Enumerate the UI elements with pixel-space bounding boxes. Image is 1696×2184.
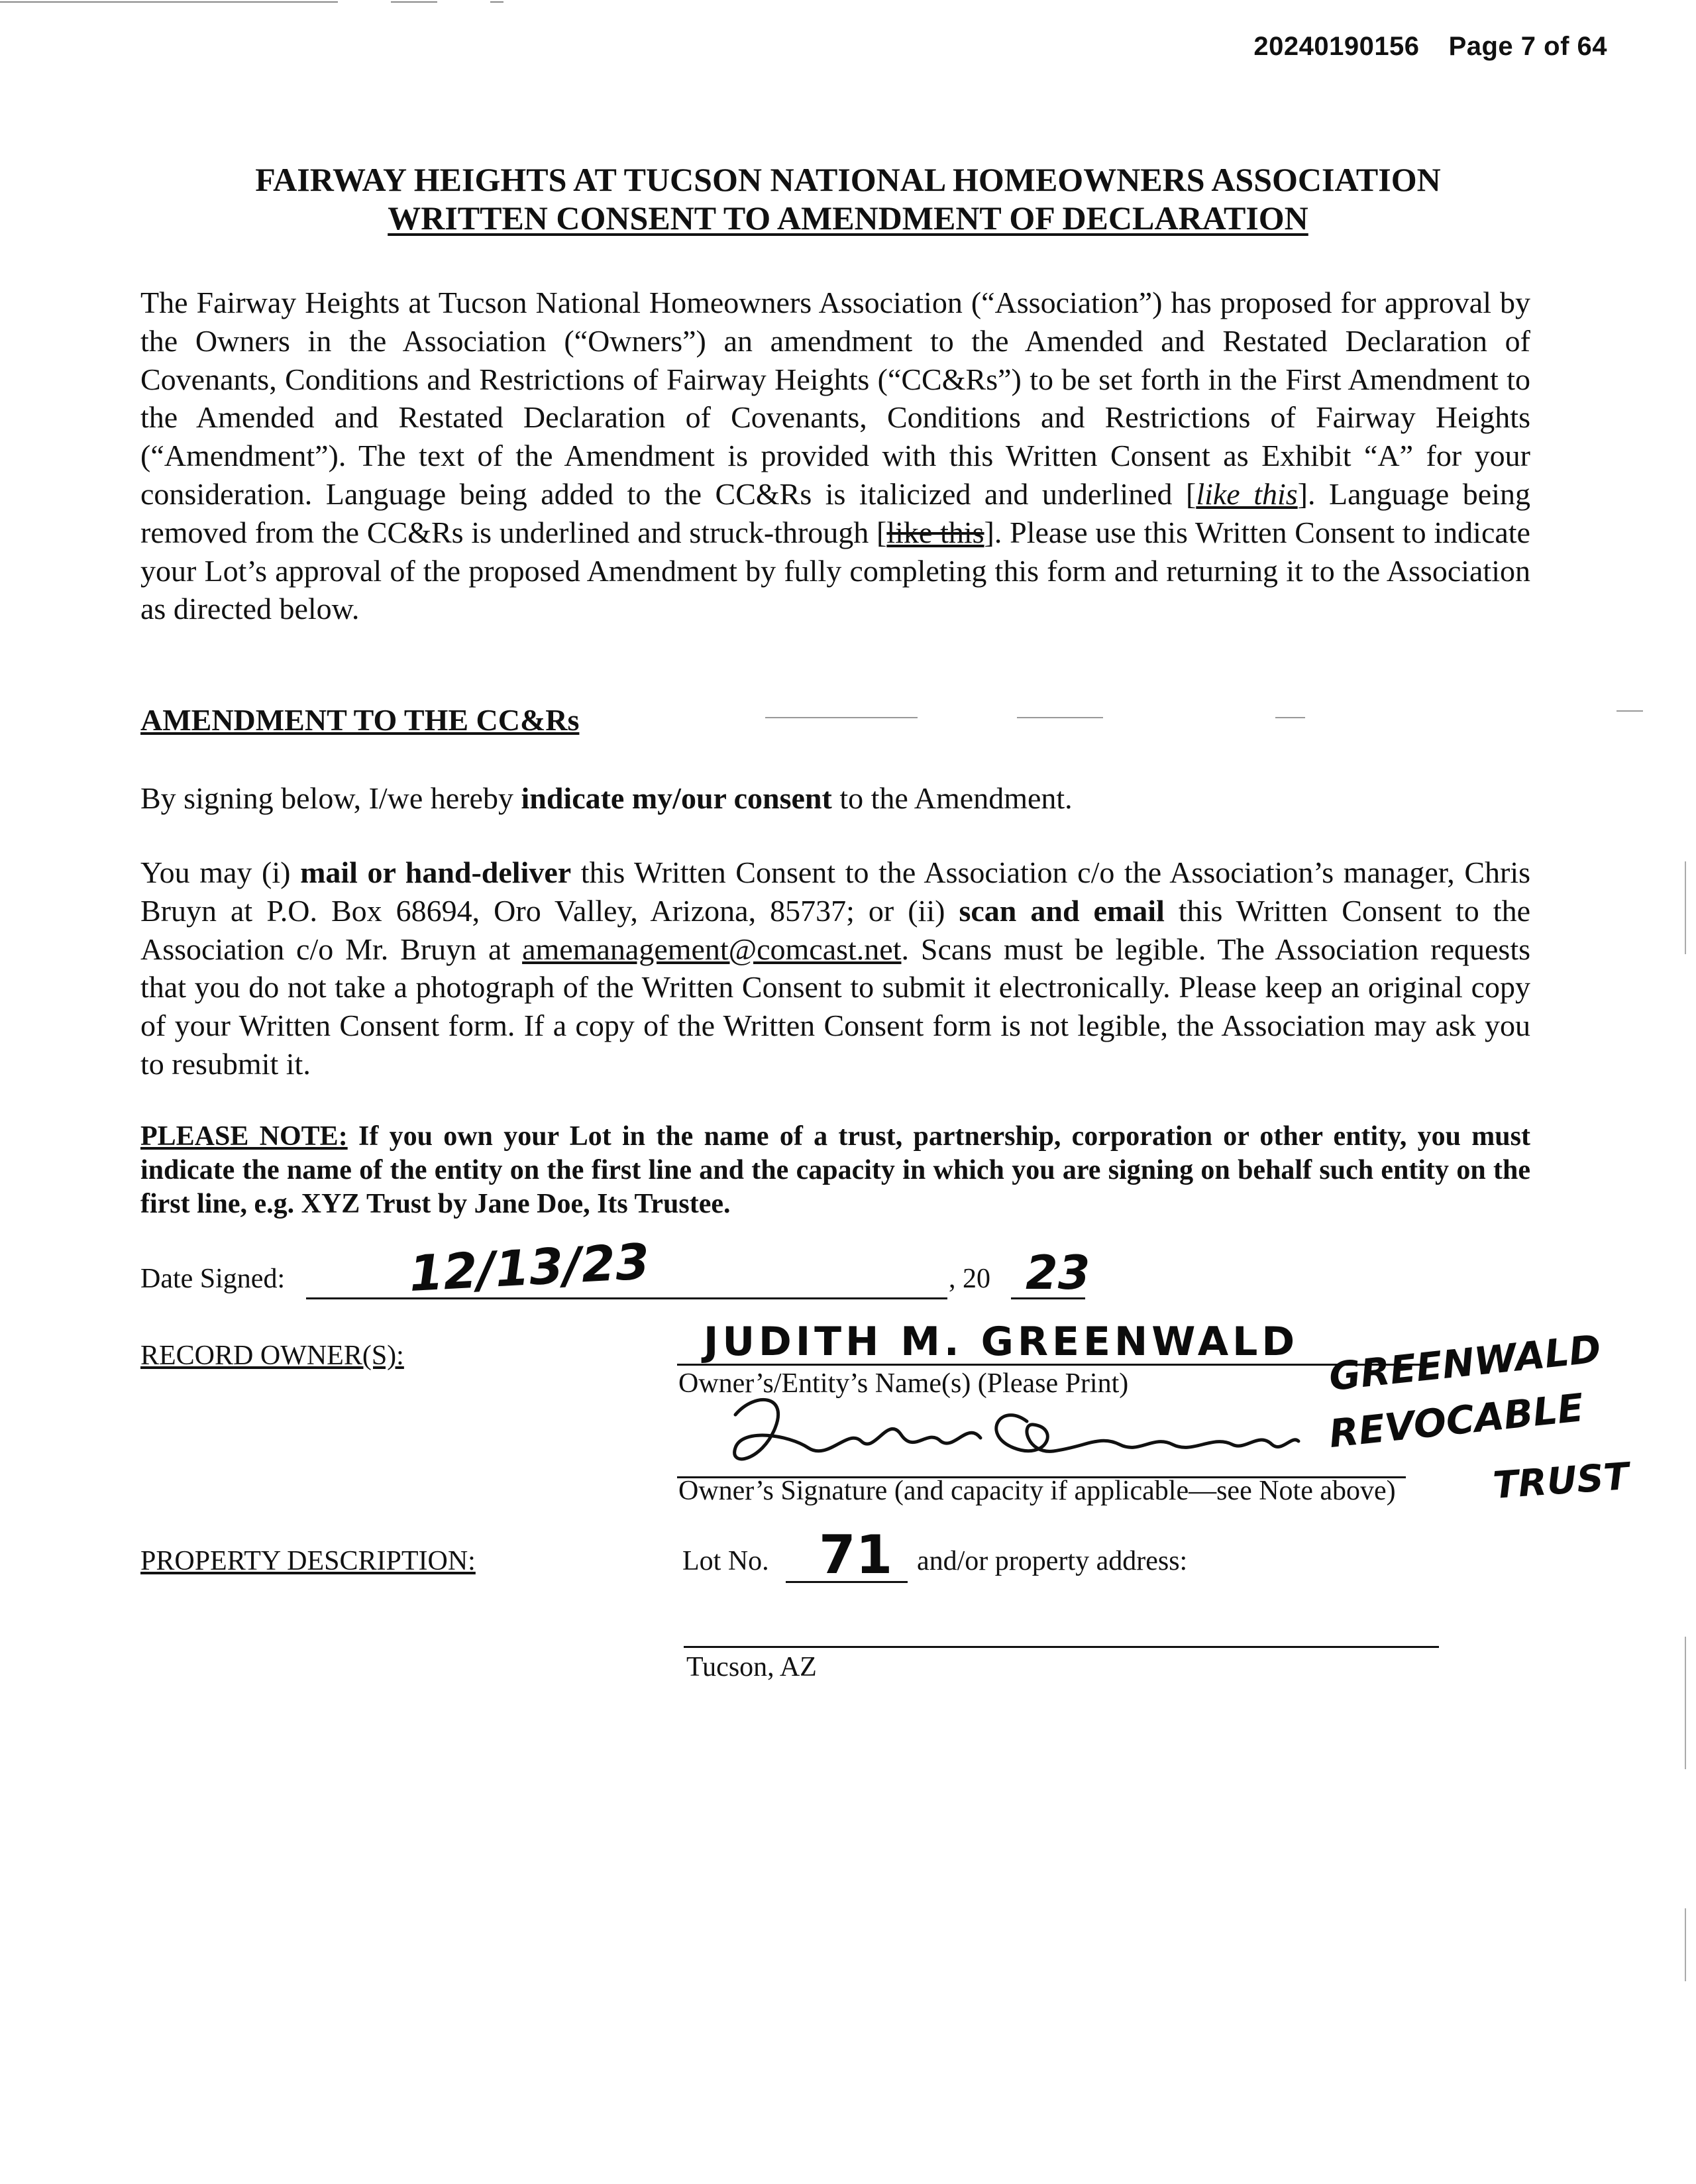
property-address-line[interactable] (684, 1646, 1439, 1648)
scan-artifact-line (765, 717, 918, 718)
year-value[interactable]: 23 (1026, 1246, 1090, 1300)
delivery-text: . Scans must be legible. The Association requests that you do not take a photograph of the Written Consent to submit it electronically. Please keep an original copy of your Written Consent form. If a copy of the Written Consent form is not legible, the Association may ask you to resubmit it. (140, 932, 1530, 1081)
scan-artifact-line (391, 1, 437, 3)
date-signed-line (306, 1297, 947, 1299)
property-city: Tucson, AZ (686, 1652, 817, 1682)
note-text: If you own your Lot in the name of a trust, partnership, corporation or other entity, you must indicate the name of the entity on the first line and the capacity in which you are signing on behalf such entity on the first line, e.g. XYZ Trust by Jane Doe, Its Trustee. (140, 1121, 1530, 1219)
scan-artifact-line (1685, 1637, 1686, 1769)
intro-text: ]. Language being removed from the CC&Rs is underlined and struck-through [ (140, 476, 1530, 549)
property-address-label: and/or property address: (917, 1546, 1188, 1576)
scan-artifact-line (0, 1, 338, 3)
record-owner-label: RECORD OWNER(S): (140, 1340, 404, 1371)
delivery-method: mail or hand-deliver (300, 855, 572, 889)
document-subtitle: WRITTEN CONSENT TO AMENDMENT OF DECLARATION (388, 199, 1308, 237)
trust-name-line-1[interactable]: GREENWALD (1326, 1326, 1603, 1399)
removed-language-example: like this (886, 515, 984, 549)
please-note (140, 1120, 1530, 1221)
owner-name-value[interactable]: JUDITH M. GREENWALD (704, 1319, 1299, 1365)
delivery-text: this Written Consent to the Association c/o the Association’s manager, Chris Bruyn at P.O. Box 68694, Oro Valley, Arizona, 85737; or (ii) (140, 855, 1530, 928)
added-language-example: like this (1196, 476, 1298, 511)
delivery-text: You may (i) (140, 855, 301, 889)
lot-number-value[interactable]: 71 (819, 1524, 893, 1586)
note-label: PLEASE NOTE: (140, 1121, 348, 1152)
delivery-method: scan and email (959, 893, 1165, 928)
scan-artifact-line (1685, 861, 1686, 954)
consent-emphasis: indicate my/our consent (521, 781, 832, 815)
recording-number: 20240190156 (1253, 32, 1420, 61)
scan-artifact-line (1017, 717, 1103, 718)
page-number: Page 7 of 64 (1448, 32, 1607, 61)
delivery-instructions (140, 853, 1530, 1083)
scan-artifact-line (490, 1, 504, 3)
trust-name-line-3[interactable]: TRUST (1491, 1454, 1630, 1507)
intro-text: ]. Please use this Written Consent to indicate your Lot’s approval of the proposed Amendment by fully completing this form and returning it to the Association as directed below. (140, 515, 1530, 626)
intro-text: The Fairway Heights at Tucson National Homeowners Association (“Association”) has proposed for approval by the Owners in the Association (“Owners”) an amendment to the Amended and Restated Declaration of Covenants, Conditions and Restrictions of Fairway Heights (“CC&Rs”) to be set forth in the First Amendment to the Amended and Restated Declaration of Covenants, Conditions and Restrictions of Fairway Heights (“Amendment”). The text of the Amendment is provided with this Written Consent as Exhibit “A” for your consideration. Language being added to the CC&Rs is italicized and underlined [ (140, 286, 1530, 511)
date-signed-value[interactable]: 12/13/23 (407, 1233, 651, 1303)
consent-statement (140, 779, 1530, 818)
consent-text: to the Amendment. (831, 781, 1073, 815)
section-heading: AMENDMENT TO THE CC&Rs (140, 703, 580, 737)
trust-name-line-2[interactable]: REVOCABLE (1326, 1385, 1586, 1456)
scan-artifact-line (1616, 710, 1643, 712)
consent-text: By signing below, I/we hereby (140, 781, 521, 815)
owner-name-line (677, 1364, 1435, 1366)
owner-name-caption: Owner’s/Entity’s Name(s) (Please Print) (678, 1368, 1129, 1399)
signature-caption: Owner’s Signature (and capacity if applicable—see Note above) (678, 1476, 1396, 1506)
date-signed-label: Date Signed: (140, 1264, 286, 1294)
page-header (1253, 32, 1607, 62)
scan-artifact-line (1685, 1908, 1686, 1981)
scan-artifact-line (1275, 717, 1305, 718)
year-prefix: , 20 (949, 1264, 990, 1294)
lot-number-label: Lot No. (682, 1546, 769, 1576)
property-description-label: PROPERTY DESCRIPTION: (140, 1546, 476, 1576)
delivery-text: this Written Consent to the Association c/o Mr. Bruyn at (140, 893, 1530, 966)
owner-signature[interactable] (716, 1388, 1325, 1481)
intro-paragraph (140, 284, 1530, 628)
email-link[interactable]: amemanagement@comcast.net (522, 932, 902, 966)
document-title: FAIRWAY HEIGHTS AT TUCSON NATIONAL HOMEOWNERS ASSOCIATION (255, 161, 1441, 198)
